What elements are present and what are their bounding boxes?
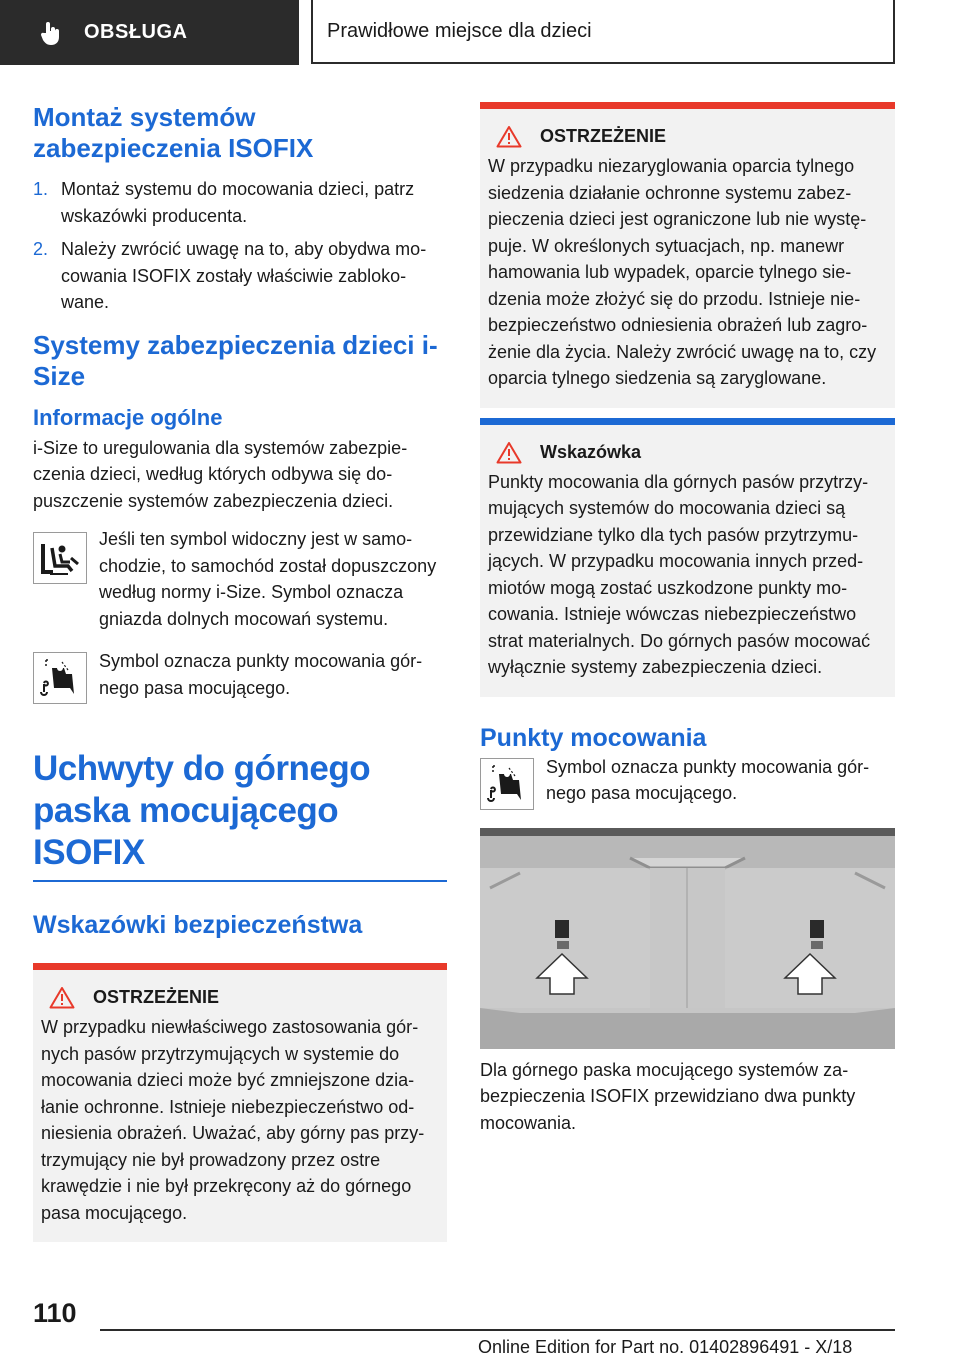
photo-caption: Dla górnego paska mocującego systemów zabezpieczenia ISOFIX przewidziano dwa punkty mocowania. — [480, 1059, 856, 1133]
isize-symbol-icon — [33, 532, 87, 584]
top-tether-icon — [33, 652, 87, 704]
note-text: Punkty mocowania dla górnych pasów przytrzymujących systemów do mocowania dzieci są przewidziane tylko dla tych pasów przytrzymujących. W przypadku mocowania innych przedmiotów mogą zostać uszkodzone punkty mocowania. Istnieje wówczas niebezpieczeństwo strat materialnych. Do górnych pasów mocować wyłącznie systemy zabezpieczenia dzieci. — [488, 471, 871, 677]
list-item: 2. Należy zwrócić uwagę na to, aby obydwa mocowania ISOFIX zostały właściwie zablokowane. — [33, 239, 427, 312]
heading-isofix-mounting: Montaż systemów zabezpieczenia ISOFIX — [33, 102, 314, 163]
note-box — [480, 418, 895, 697]
left-column — [33, 102, 447, 1242]
warning-box-backrest — [480, 102, 895, 408]
warning-triangle-icon — [496, 125, 522, 148]
warning-box-tether — [33, 963, 447, 1242]
tether-symbol-block — [33, 648, 447, 704]
warning-title: OSTRZEŻENIE — [49, 986, 437, 1009]
hand-pointer-icon — [38, 20, 64, 46]
right-column — [480, 102, 895, 1136]
tether-symbol-text: Symbol oznacza punkty mocowania górnego pasa mocującego. — [99, 651, 423, 698]
warning-text: W przypadku niezaryglowania oparcia tylnego siedzenia działanie ochronne systemu zabezpieczenia dzieci jest ograniczone lub nie występuje. W określonych sytuacjach, np. manewr hamowania lub wypadek, oparcie tylnego siedzenia może złożyć się do przodu. Istnieje niebezpieczeństwo odniesienia obrażeń lub zagrożenie dla życia. Należy zwrócić uwagę na to, czy oparcia tylnego siedzenia są zaryglowane. — [488, 156, 877, 388]
page-title-tab — [311, 0, 895, 64]
page-title: Prawidłowe miejsce dla dzieci — [327, 19, 592, 42]
heading-general-info: Informacje ogólne — [33, 404, 223, 430]
section-tab — [0, 0, 299, 65]
top-tether-icon — [480, 758, 534, 810]
trunk-anchor-photo — [480, 828, 895, 1049]
heading-safety-notes: Wskazówki bezpieczeństwa — [33, 911, 363, 939]
paragraph-general-info: i-Size to uregulowania dla systemów zabezpieczenia dzieci, według których odbywa się dopuszczenie systemów zabezpieczenia dzieci. — [33, 437, 408, 511]
heading-anchor-points: Punkty mocowania — [480, 723, 707, 752]
footer-rule — [100, 1329, 895, 1331]
section-label: OBSŁUGA — [84, 21, 188, 43]
heading-isize: Systemy zabezpieczenia dzieci i-Size — [33, 329, 438, 391]
warning-title: OSTRZEŻENIE — [496, 125, 885, 148]
info-triangle-icon — [496, 441, 522, 464]
warning-triangle-icon — [49, 986, 75, 1009]
isize-symbol-text: Jeśli ten symbol widoczny jest w samochodzie, to samochód został dopuszczony według normy i-Size. Symbol oznacza gniazda dolnych mocowań systemu. — [99, 529, 437, 629]
note-title: Wskazówka — [496, 441, 885, 464]
heading-tether-anchors: Uchwyty do górnego paska mocującego ISOFIX — [33, 749, 371, 872]
heading-rule — [33, 880, 447, 882]
anchor-symbol-block — [480, 754, 895, 810]
steps-list — [33, 176, 447, 316]
anchor-symbol-text: Symbol oznacza punkty mocowania górnego pasa mocującego. — [546, 756, 870, 803]
footer-edition: Online Edition for Part no. 01402896491 - X/18 — [478, 1337, 853, 1357]
isize-symbol-block — [33, 526, 447, 632]
warning-text: W przypadku niewłaściwego zastosowania górnych pasów przytrzymujących w systemie do mocowania dzieci może być zmniejszone działanie ochronne. Istnieje niebezpieczeństwo odniesienia obrażeń. Uważać, aby górny pas przytrzymujący nie był prowadzony przez ostre krawędzie i nie był przekręcony aż do górnego pasa mocującego. — [41, 1017, 425, 1223]
page-number: 110 — [33, 1298, 77, 1328]
list-item: 1. Montaż systemu do mocowania dzieci, patrz wskazówki producenta. — [33, 179, 415, 226]
